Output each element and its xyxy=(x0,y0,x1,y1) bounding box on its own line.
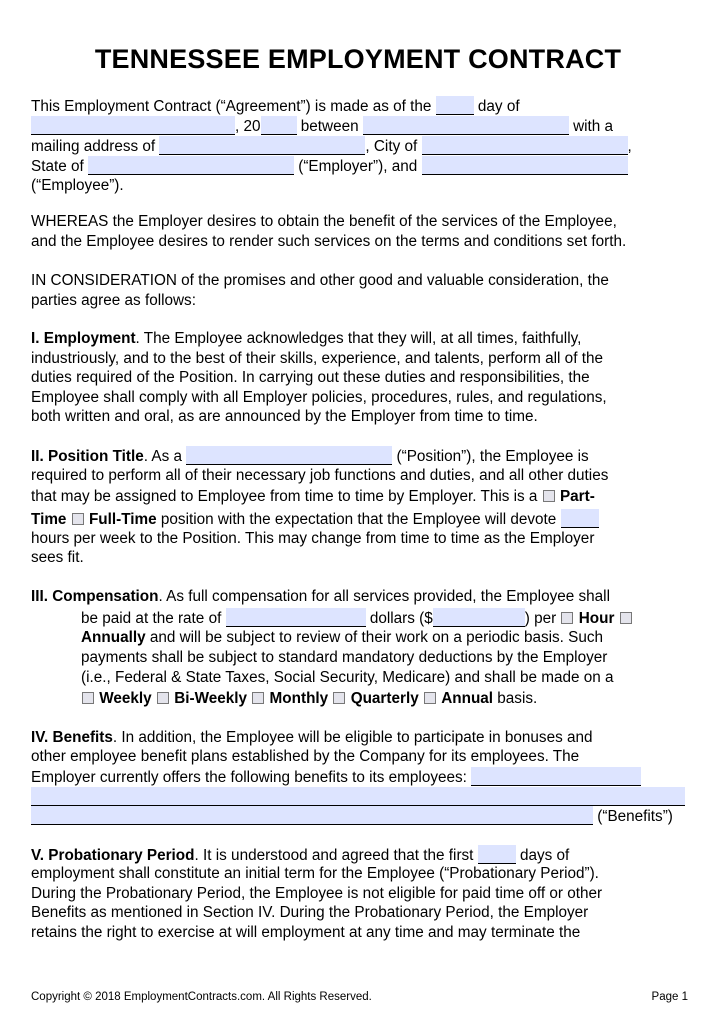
section-4-heading: IV. Benefits xyxy=(31,729,113,746)
section-5-text: days of xyxy=(519,847,570,864)
full-time-label: Full-Time xyxy=(88,511,157,528)
intro-text: , xyxy=(627,138,632,155)
quarterly-checkbox[interactable] xyxy=(333,692,345,704)
section-3-line-1 xyxy=(31,587,610,607)
intro-line-1 xyxy=(31,96,520,117)
benefits-field-line-1[interactable] xyxy=(471,767,641,786)
part-time-label: Part- xyxy=(559,488,595,505)
consideration-line-2: parties agree as follows: xyxy=(31,292,196,309)
intro-text: This Employment Contract (“Agreement”) is made as of the xyxy=(31,98,432,115)
section-3-text: and will be subject to review of their work on a periodic basis. Such xyxy=(149,629,604,646)
part-time-label: Time xyxy=(31,511,67,528)
intro-text: with a xyxy=(573,118,614,135)
hour-label: Hour xyxy=(578,610,615,627)
annual-checkbox[interactable] xyxy=(424,692,436,704)
employer-name-field[interactable] xyxy=(363,116,569,135)
section-3-heading: III. Compensation xyxy=(31,588,159,605)
bi-weekly-checkbox[interactable] xyxy=(157,692,169,704)
section-1-line-1 xyxy=(31,329,581,349)
whereas-line-1: WHEREAS the Employer desires to obtain the benefit of the services of the Employee, xyxy=(31,213,617,230)
section-5-line-3: During the Probationary Period, the Employee is not eligible for paid time off or other xyxy=(31,885,603,902)
annually-checkbox[interactable] xyxy=(620,612,632,624)
pay-rate-amount-field[interactable] xyxy=(433,608,525,627)
benefits-field-line-2[interactable] xyxy=(31,787,685,806)
intro-line-2 xyxy=(31,116,613,137)
section-2-line-1 xyxy=(31,446,589,467)
section-4-line-1 xyxy=(31,728,593,748)
section-2-line-5: hours per week to the Position. This may change from time to time as the Employer xyxy=(31,530,595,547)
section-2-text: . As a xyxy=(143,448,183,465)
agreement-year-field[interactable] xyxy=(261,116,297,135)
intro-line-3 xyxy=(31,136,632,157)
employee-name-field[interactable] xyxy=(422,156,628,175)
section-2-line-3 xyxy=(31,487,595,507)
mailing-address-field[interactable] xyxy=(159,136,365,155)
full-time-checkbox[interactable] xyxy=(72,513,84,525)
section-3-line-2 xyxy=(81,608,633,629)
section-4-text: (“Benefits”) xyxy=(597,808,673,825)
section-1-text: . The Employee acknowledges that they will, at all times, faithfully, xyxy=(135,330,582,347)
consideration-line-1: IN CONSIDERATION of the promises and other good and valuable consideration, the xyxy=(31,272,609,289)
intro-text: mailing address of xyxy=(31,138,156,155)
section-4-text: . In addition, the Employee will be eligible to participate in bonuses and xyxy=(112,729,593,746)
hour-checkbox[interactable] xyxy=(561,612,573,624)
whereas-line-2: and the Employee desires to render such services on the terms and conditions set forth. xyxy=(31,233,627,250)
section-2-text: (“Position”), the Employee is xyxy=(396,448,589,465)
intro-text: State of xyxy=(31,158,84,175)
bi-weekly-label: Bi-Weekly xyxy=(174,690,248,707)
probation-days-field[interactable] xyxy=(478,845,516,864)
section-2-text: that may be assigned to Employee from time to time by Employer. This is a xyxy=(31,488,538,505)
weekly-checkbox[interactable] xyxy=(82,692,94,704)
intro-line-4 xyxy=(31,156,628,177)
document-title: TENNESSEE EMPLOYMENT CONTRACT xyxy=(94,44,622,74)
section-4-line-3 xyxy=(31,767,641,788)
section-3-line-5: (i.e., Federal & State Taxes, Social Security, Medicare) and shall be made on a xyxy=(81,669,614,686)
section-3-text: basis. xyxy=(497,690,538,707)
monthly-label: Monthly xyxy=(269,690,329,707)
hours-per-week-field[interactable] xyxy=(561,509,599,528)
section-4-line-4 xyxy=(31,787,685,808)
intro-line-5: (“Employee”). xyxy=(31,177,124,194)
monthly-checkbox[interactable] xyxy=(252,692,264,704)
section-3-text: ) per xyxy=(524,610,557,627)
section-2-line-4 xyxy=(31,509,599,530)
section-4-line-5 xyxy=(31,806,673,827)
section-3-line-3 xyxy=(81,628,603,648)
section-3-line-6 xyxy=(81,689,537,709)
section-5-line-1 xyxy=(31,845,569,866)
section-2-heading: II. Position Title xyxy=(31,448,144,465)
section-5-heading: V. Probationary Period xyxy=(31,847,195,864)
employer-state-field[interactable] xyxy=(88,156,294,175)
intro-text: between xyxy=(300,118,359,135)
footer-copyright: Copyright © 2018 EmploymentContracts.com. All Rights Reserved. xyxy=(31,991,372,1003)
section-1-line-2: industriously, and to the best of their skills, experience, and talents, perform all of the xyxy=(31,350,603,367)
weekly-label: Weekly xyxy=(99,690,152,707)
employer-city-field[interactable] xyxy=(422,136,628,155)
section-1-line-3: duties required of the Position. In carrying out these duties and responsibilities, the xyxy=(31,369,590,386)
part-time-checkbox[interactable] xyxy=(543,490,555,502)
section-1-line-4: Employee shall comply with all Employer policies, procedures, rules, and regulations, xyxy=(31,389,607,406)
section-4-line-2: other employee benefit plans established by the Company for its employees. The xyxy=(31,748,580,765)
section-3-text: . As full compensation for all services provided, the Employee shall xyxy=(158,588,610,605)
section-1-line-5: both written and oral, as are announced by the Employer from time to time. xyxy=(31,408,538,425)
footer-page-number: Page 1 xyxy=(651,991,688,1003)
quarterly-label: Quarterly xyxy=(350,690,419,707)
intro-text: day of xyxy=(477,98,520,115)
position-title-field[interactable] xyxy=(186,446,392,465)
section-5-line-4: Benefits as mentioned in Section IV. During the Probationary Period, the Employer xyxy=(31,904,589,921)
agreement-month-field[interactable] xyxy=(31,116,235,135)
section-2-line-2: required to perform all of their necessary job functions and duties, and all other duties xyxy=(31,467,609,484)
section-5-text: . It is understood and agreed that the first xyxy=(194,847,474,864)
intro-text: , 20 xyxy=(235,118,261,135)
section-5-line-5: retains the right to exercise at will employment at any time and may terminate the xyxy=(31,924,581,941)
annual-label: Annual xyxy=(441,690,494,707)
pay-rate-words-field[interactable] xyxy=(226,608,366,627)
section-3-text: be paid at the rate of xyxy=(81,610,222,627)
intro-text: (“Employer”), and xyxy=(298,158,418,175)
section-4-text: Employer currently offers the following benefits to its employees: xyxy=(31,769,467,786)
annually-label: Annually xyxy=(81,629,146,646)
benefits-field-line-3[interactable] xyxy=(31,806,593,825)
section-1-heading: I. Employment xyxy=(31,330,136,347)
section-2-text: position with the expectation that the Employee will devote xyxy=(160,511,557,528)
agreement-day-field[interactable] xyxy=(436,96,474,115)
section-3-text: dollars ($ xyxy=(369,610,433,627)
section-5-line-2: employment shall constitute an initial term for the Employee (“Probationary Period”). xyxy=(31,865,599,882)
intro-text: , City of xyxy=(365,138,418,155)
section-2-line-6: sees fit. xyxy=(31,549,84,566)
section-3-line-4: payments shall be subject to standard mandatory deductions by the Employer xyxy=(81,649,608,666)
